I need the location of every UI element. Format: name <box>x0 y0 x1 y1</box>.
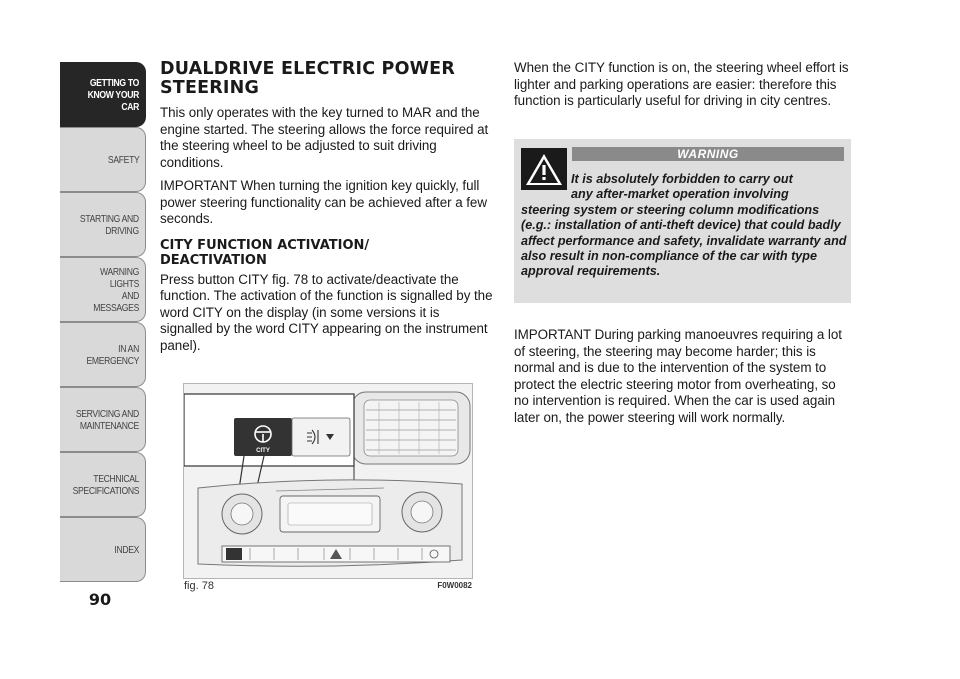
figure-caption <box>183 580 473 594</box>
city-paragraph: Press button CITY fig. 78 to activate/deactivate the function. The activation of the function is signalled by the word CITY on the display (in some versions it is signalled by the word CITY appearing on the instrument panel). <box>160 271 493 353</box>
parking-note <box>514 327 854 426</box>
subsection-title: CITY FUNCTION ACTIVATION/ DEACTIVATION <box>160 237 370 268</box>
warning-line-1: It is absolutely forbidden to carry out <box>571 172 793 186</box>
tab-label: GETTING TO KNOW YOUR CAR <box>87 76 139 113</box>
tab-starting-and-driving[interactable] <box>60 192 146 257</box>
warning-heading: WARNING <box>572 147 844 161</box>
city-benefit-paragraph: When the CITY function is on, the steering wheel effort is lighter and parking operations are easier: therefore this function is particularly useful for driving in city centres. <box>514 60 849 108</box>
tab-label: SERVICING AND MAINTENANCE <box>75 407 139 432</box>
city-button-label: CITY <box>256 448 270 454</box>
tab-warning-lights-and-messages[interactable] <box>60 257 146 322</box>
tab-label: SAFETY <box>107 153 139 166</box>
tab-technical-specifications[interactable] <box>60 452 146 517</box>
tab-label: TECHNICAL SPECIFICATIONS <box>72 472 139 497</box>
parking-paragraph: IMPORTANT During parking manoeuvres requiring a lot of steering, the steering may become harder; this is normal and is due to the intervention of the system to protect the electric steering motor from overheating, so no intervention is required. When the car is used again later on, the power steering will work normally. <box>514 327 842 425</box>
tab-in-an-emergency[interactable] <box>60 322 146 387</box>
figure-label: fig. 78 <box>184 580 214 592</box>
tab-label: WARNING LIGHTS AND MESSAGES <box>93 265 139 314</box>
tab-safety[interactable] <box>60 127 146 192</box>
warning-line-2: any after-market operation involving <box>571 187 789 202</box>
tab-getting-to-know-your-car[interactable] <box>60 62 146 127</box>
tab-label: IN AN EMERGENCY <box>86 342 139 367</box>
tab-label: STARTING AND DRIVING <box>80 212 139 237</box>
dashboard-illustration <box>184 384 472 578</box>
warning-text <box>521 172 849 280</box>
center-console-graphic <box>198 480 462 566</box>
air-vent-graphic <box>352 392 470 464</box>
right-column <box>514 60 854 110</box>
section-title: DUALDRIVE ELECTRIC POWER STEERING <box>160 59 455 98</box>
warning-line-rest: steering system or steering column modifications (e.g.: installation of anti-theft device) that could badly affect performance and safety, invalidate warranty and also result in non-compliance of the car with type approval requirements. <box>521 202 847 279</box>
warning-box <box>514 139 851 303</box>
tab-servicing-and-maintenance[interactable] <box>60 387 146 452</box>
chapter-tabs <box>60 62 146 582</box>
tab-label: INDEX <box>114 543 139 556</box>
tab-index[interactable] <box>60 517 146 582</box>
figure-code: F0W0082 <box>437 581 472 590</box>
figure-78-dashboard <box>183 383 473 579</box>
page-number: 90 <box>88 590 112 609</box>
intro-paragraph: This only operates with the key turned to MAR and the engine started. The steering allows the force required at the steering wheel to be adjusted to suit driving conditions. <box>160 105 489 170</box>
left-column <box>160 60 495 354</box>
important-note: IMPORTANT When turning the ignition key quickly, full power steering functionality can be achieved after a few seconds. <box>160 178 487 226</box>
